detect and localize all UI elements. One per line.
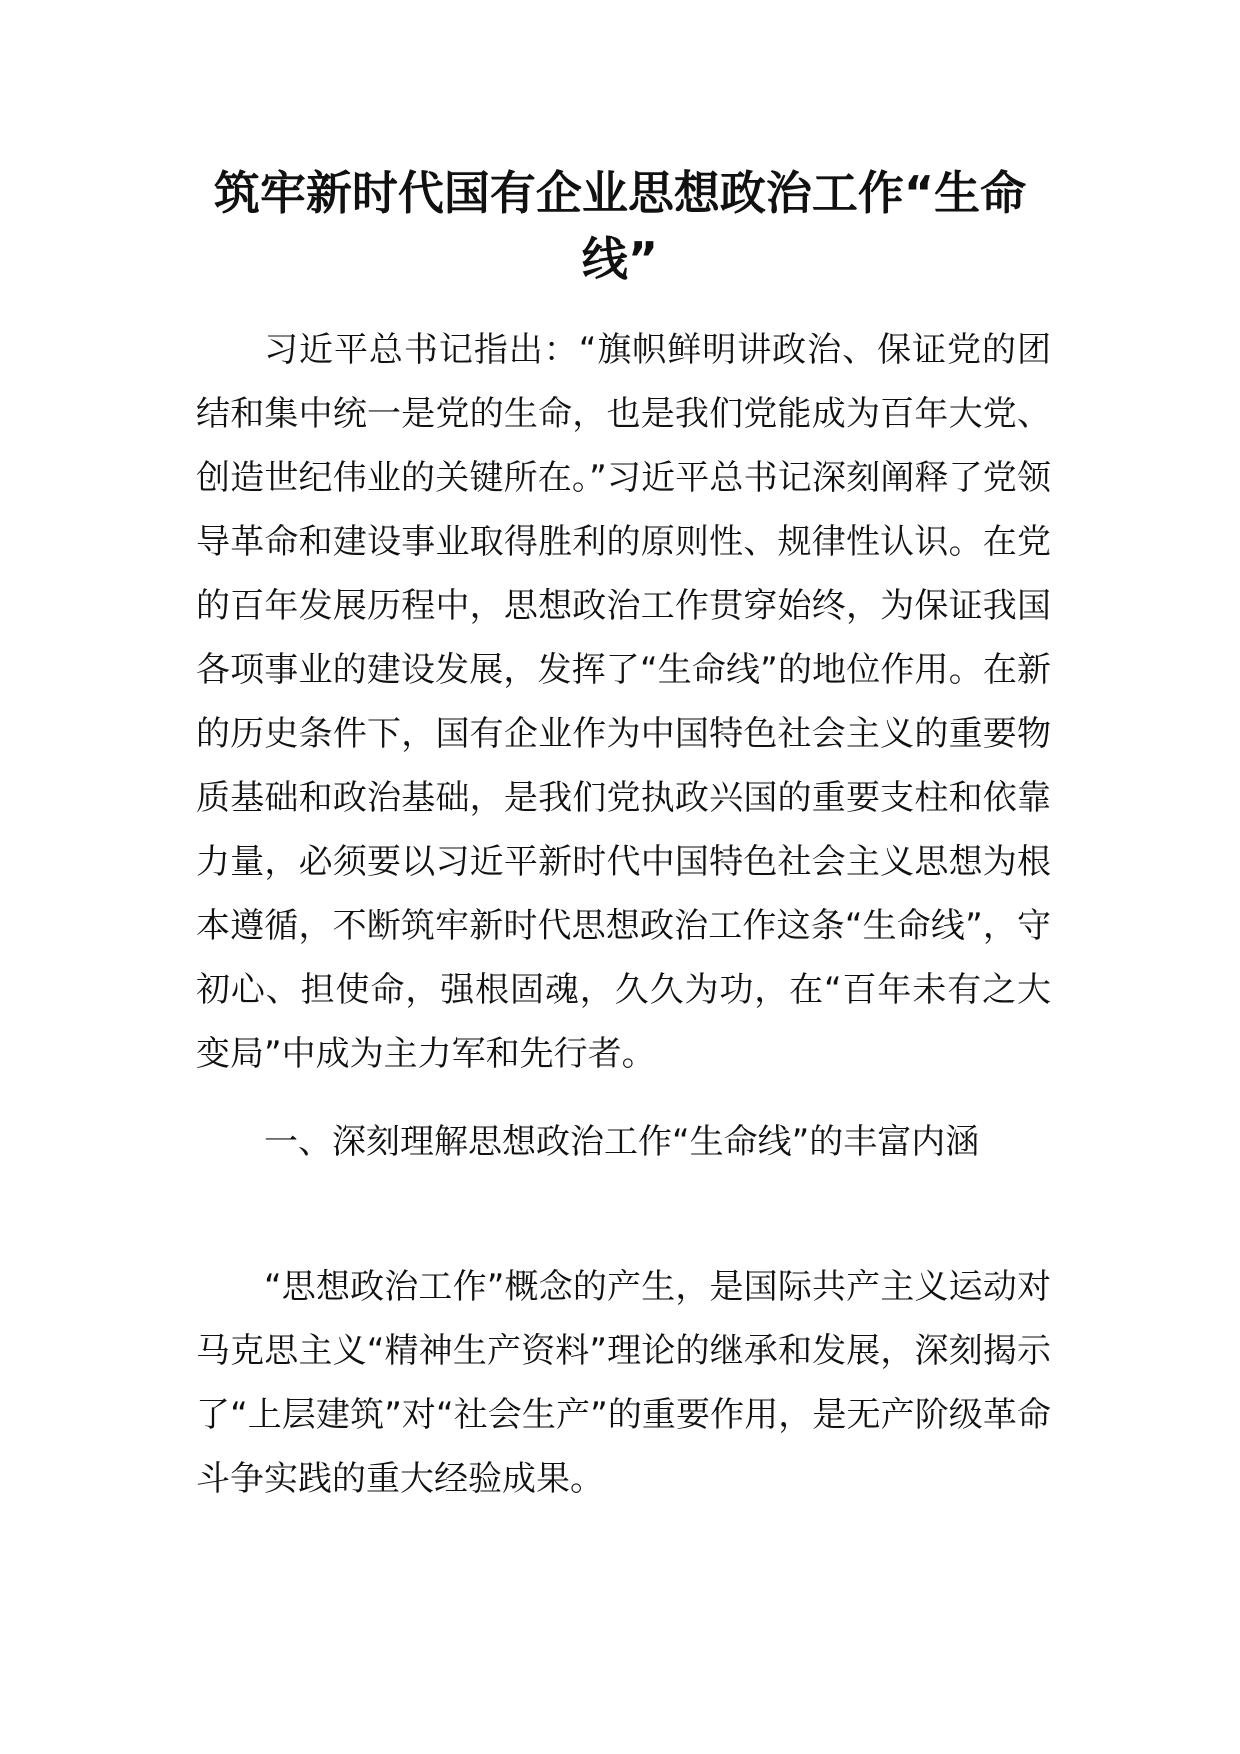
document-title: 筑牢新时代国有企业思想政治工作“生命线” <box>213 166 1027 286</box>
paragraph-concept: “思想政治工作”概念的产生，是国际共产主义运动对马克思主义“精神生产资料”理论的继承和发展，深刻揭示了“上层建筑”对“社会生产”的重要作用，是无产阶级革命斗争实践的重大经验成果。 <box>196 1267 1051 1499</box>
section-heading: 一、深刻理解思想政治工作“生命线”的丰富内涵 <box>264 1122 980 1162</box>
paragraph-intro: 习近平总书记指出：“旗帜鲜明讲政治、保证党的团结和集中统一是党的生命，也是我们党能成为百年大党、创造世纪伟业的关键所在。”习近平总书记深刻阐释了党领导革命和建设事业取得胜利的原则性、规律性认识。在党的百年发展历程中，思想政治工作贯穿始终，为保证我国各项事业的建设发展，发挥了“生命线”的地位作用。在新的历史条件下，国有企业作为中国特色社会主义的重要物质基础和政治基础，是我们党执政兴国的重要支柱和依靠力量，必须要以习近平新时代中国特色社会主义思想为根本遵循，不断筑牢新时代思想政治工作这条“生命线”，守初心、担使命，强根固魂，久久为功，在“百年未有之大变局”中成为主力军和先行者。 <box>196 330 1051 1074</box>
